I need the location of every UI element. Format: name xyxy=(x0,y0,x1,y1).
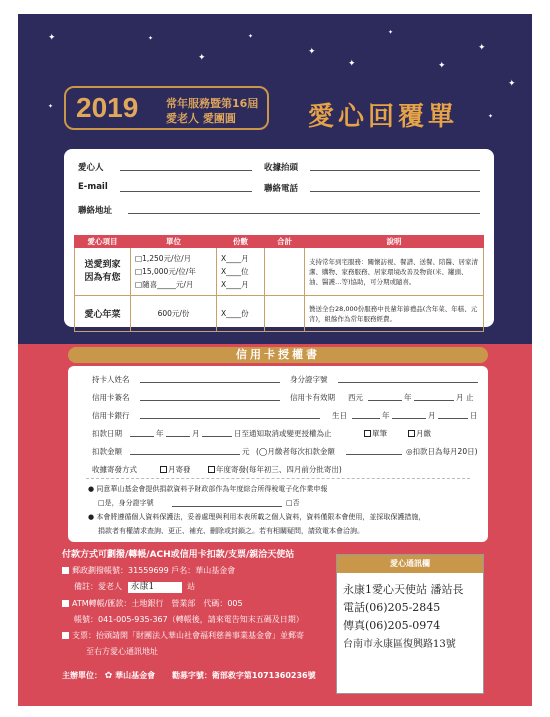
bank-label: 信用卡銀行 xyxy=(92,411,130,420)
star-icon: ✦ xyxy=(488,113,494,120)
privacy-note-1: ● 本會將遵循個人資料保護法，妥善處理與利用本表所載之個人資料，資料僅限本會使用，並採取保護措施， xyxy=(88,513,426,521)
star-icon: ✦ xyxy=(508,79,516,89)
amount-field[interactable] xyxy=(130,454,240,455)
monthly-checkbox[interactable] xyxy=(408,430,415,437)
row1-description: 支持常年到宅服務：關懷訪視、餐譜、送餐、陪醫、居家清潔、購物、家務服務、居家環境改善及物資(米、罐頭、油、醫護…等)協助，可分期或隨喜。 xyxy=(305,248,484,296)
expiry-year-field[interactable] xyxy=(368,400,402,401)
year-unit: 年 xyxy=(404,393,412,402)
postal-line xyxy=(62,565,235,576)
atm-line-text: ATM轉帳/匯款：土地銀行 營業部 代碼：005 xyxy=(72,599,243,608)
contact-box xyxy=(336,554,484,694)
cheque-line-1 xyxy=(62,630,304,641)
tax-consent-text: 同意華山基金會提供捐款資料予財政部作為年度綜合所得稅電子化作業申報 xyxy=(96,485,328,493)
star-icon: ✦ xyxy=(478,43,486,53)
deduct-day-note: ◎扣款日為每月20日) xyxy=(406,447,478,456)
receipt-yearly-option[interactable] xyxy=(208,464,342,475)
monthly-option-label: 月繳 xyxy=(416,429,431,438)
payment-title: 付款方式可劃撥/轉帳/ACH或信用卡扣款/支票/親洽天使站 xyxy=(62,550,295,560)
campaign-year: 2019 xyxy=(76,92,139,123)
row2-description: 贊送全台28,000份服務中長輩年節禮品(含年菜、年糕、元宵)，組餘作為常年服務經費。 xyxy=(305,296,484,332)
row1-total[interactable] xyxy=(265,248,305,296)
contact-fax: 傳真(06)205-0974 xyxy=(343,619,441,632)
contact-phone: 電話(06)205-2845 xyxy=(343,601,441,614)
day-unit: 日 xyxy=(470,411,478,420)
organizer-logo-icon: ✿ xyxy=(104,671,113,681)
table-header: 合計 xyxy=(265,236,305,248)
row1-unit-options[interactable]: □1,250元/位/月 □15,000元/位/年 □隨喜_____元/月 xyxy=(131,248,217,296)
table-header: 單位 xyxy=(131,236,217,248)
single-checkbox[interactable] xyxy=(364,430,371,437)
row2-unit: 600元/份 xyxy=(131,296,217,332)
star-icon: ✦ xyxy=(198,53,206,63)
birthday-day-field[interactable] xyxy=(438,418,468,419)
privacy-note-2: 捐款者有權請求查詢、更正、補充、刪除或封鎖之。若有相關疑問，請致電本會洽詢。 xyxy=(98,527,364,535)
memo-suffix: 站 xyxy=(187,582,196,591)
monthly-note: (◯月繳者每次扣款金額 xyxy=(256,447,335,456)
privacy-note-1-text: 本會將遵循個人資料保護法，妥善處理與利用本表所載之個人資料，資料僅限本會使用，並採取保護措施， xyxy=(96,513,426,521)
row2-item: 愛心年菜 xyxy=(75,296,131,332)
birthday-month-field[interactable] xyxy=(392,418,426,419)
star-icon: ✦ xyxy=(148,35,154,42)
organizer-line xyxy=(62,670,316,681)
month-unit: 月 xyxy=(428,411,436,420)
credit-card-form xyxy=(68,366,488,542)
star-icon: ✦ xyxy=(308,47,316,57)
phone-label: 聯絡電話 xyxy=(264,184,299,194)
single-option[interactable] xyxy=(364,428,387,439)
star-icon: ✦ xyxy=(48,103,54,110)
year-unit: 年 xyxy=(382,411,390,420)
monthly-amount-field[interactable] xyxy=(346,454,402,455)
row2-quantity[interactable]: X____份 xyxy=(217,296,265,332)
organizer-name: 華山基金會 xyxy=(115,671,156,680)
donation-table xyxy=(74,235,484,332)
card-signature-field[interactable] xyxy=(140,400,280,401)
receipt-title-field[interactable] xyxy=(310,170,480,171)
deduct-date-label: 扣款日期 xyxy=(92,429,122,438)
holder-name-field[interactable] xyxy=(140,382,280,383)
donor-field[interactable] xyxy=(120,170,252,171)
deduct-until-label: 日至通知取消或變更授權為止 xyxy=(234,429,332,438)
expiry-end-label: 止 xyxy=(466,393,474,402)
address-label: 聯絡地址 xyxy=(78,206,113,216)
id-number-field[interactable] xyxy=(338,382,478,383)
month-unit: 月 xyxy=(456,393,464,402)
deduct-year-field[interactable] xyxy=(130,436,154,437)
receipt-monthly-option[interactable] xyxy=(160,464,191,475)
campaign-badge xyxy=(64,86,269,130)
divider xyxy=(86,478,470,479)
memo-value-field[interactable]: 永康1 xyxy=(128,582,182,593)
monthly-option[interactable] xyxy=(408,428,431,439)
contact-station: 永康1愛心天使站 潘站長 xyxy=(343,583,464,596)
id-number-label: 身分證字號 xyxy=(290,375,328,384)
bank-field[interactable] xyxy=(140,418,320,419)
receipt-title-label: 收據抬頭 xyxy=(264,163,299,173)
tax-id-field[interactable] xyxy=(172,506,282,507)
row1-item: 送愛到家 因為有您 xyxy=(75,248,131,296)
expiry-month-field[interactable] xyxy=(414,400,454,401)
account-line: 帳號：041-005-935-367（轉帳後，請來電告知末五碼及日期） xyxy=(74,615,304,624)
contact-address: 台南市永康區復興路13號 xyxy=(343,639,456,650)
amount-label: 扣款金額 xyxy=(92,447,122,456)
card-signature-label: 信用卡簽名 xyxy=(92,393,130,402)
star-icon: ✦ xyxy=(388,29,394,36)
receipt-monthly-label: 月寄發 xyxy=(168,465,191,474)
memo-line xyxy=(74,581,195,593)
receipt-yearly-checkbox[interactable] xyxy=(208,466,215,473)
address-field[interactable] xyxy=(128,213,480,214)
campaign-subtitle-2: 愛老人 愛團圓 xyxy=(166,112,236,125)
tax-consent-yes[interactable]: □是，身分證字號 xyxy=(98,499,154,507)
row1-quantity[interactable]: X____月 X____位 X____月 xyxy=(217,248,265,296)
expiry-prefix: 西元 xyxy=(348,393,363,402)
memo-label: 備註：愛老人 xyxy=(74,582,122,591)
month-unit: 月 xyxy=(192,429,200,438)
receipt-method-label: 收據寄發方式 xyxy=(92,465,137,474)
receipt-yearly-label: 年度寄發(每年初三、四月前分批寄出) xyxy=(216,465,342,474)
contact-header: 愛心通訊欄 xyxy=(337,555,483,573)
holder-name-label: 持卡人姓名 xyxy=(92,375,130,384)
deduct-month-field[interactable] xyxy=(166,436,190,437)
credit-card-banner: 信用卡授權書 xyxy=(68,347,488,363)
campaign-subtitle-1: 常年服務暨第16屆 xyxy=(166,97,259,110)
phone-field[interactable] xyxy=(310,191,480,192)
email-label: E-mail xyxy=(78,182,108,192)
tax-consent-note: ● 同意華山基金會提供捐款資料予財政部作為年度綜合所得稅電子化作業申報 xyxy=(88,485,328,493)
star-icon: ✦ xyxy=(48,33,56,43)
table-header: 愛心項目 xyxy=(75,236,131,248)
atm-line xyxy=(62,598,243,609)
postal-line-text: 郵政劃撥帳號：31559699 戶名：華山基金會 xyxy=(72,566,236,575)
row2-total[interactable] xyxy=(265,296,305,332)
cheque-line-2: 至右方愛心通訊地址 xyxy=(86,647,158,656)
permit-number: 勸募字號：衛部救字第1071360236號 xyxy=(171,671,316,680)
birthday-year-field[interactable] xyxy=(352,418,380,419)
bullet-icon xyxy=(62,632,69,639)
single-option-label: 單筆 xyxy=(372,429,387,438)
year-unit: 年 xyxy=(156,429,164,438)
receipt-monthly-checkbox[interactable] xyxy=(160,466,167,473)
star-icon: ✦ xyxy=(248,33,254,40)
donor-form-card xyxy=(64,149,494,327)
tax-consent-no[interactable]: □否 xyxy=(286,499,300,507)
page-title: 愛心回覆單 xyxy=(308,102,459,132)
email-field[interactable] xyxy=(120,191,252,192)
yuan-unit: 元 xyxy=(242,447,250,456)
donor-label: 愛心人 xyxy=(78,163,104,173)
organizer-label: 主辦單位： xyxy=(62,671,102,680)
birthday-label: 生日 xyxy=(332,411,347,420)
table-header: 份數 xyxy=(217,236,265,248)
reply-form-page xyxy=(18,14,532,706)
cheque-line-1-text: 支票：抬頭請開「財團法人華山社會福利慈善事業基金會」並郵寄 xyxy=(72,631,304,640)
table-header: 說明 xyxy=(305,236,484,248)
bullet-icon xyxy=(62,567,69,574)
star-icon: ✦ xyxy=(348,59,356,69)
bullet-icon xyxy=(62,600,69,607)
deduct-day-field[interactable] xyxy=(202,436,232,437)
expiry-label: 信用卡有效期 xyxy=(290,393,335,402)
star-icon: ✦ xyxy=(438,61,446,71)
